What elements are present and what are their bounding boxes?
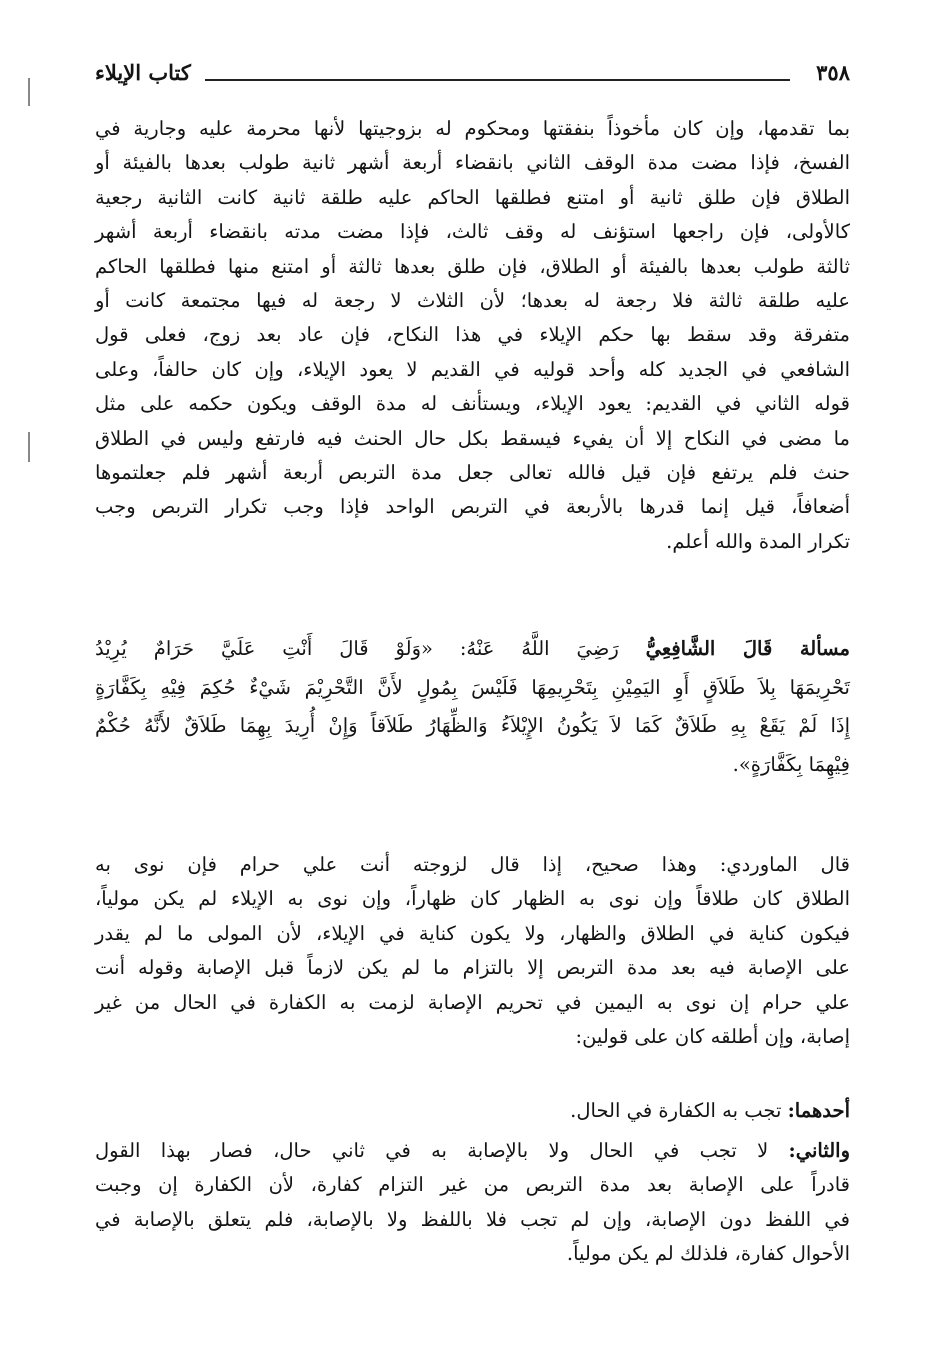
text-line: ما مضى في النكاح إلا أن يفيء فيسقط بكل حال الحنث فيه فارتفع وليس في الطلاق (95, 426, 850, 450)
margin-mark-middle (28, 432, 30, 462)
text-line: فِيْهِمَا بِكَفَّارَةٍ». (732, 752, 850, 776)
text-line: تكرار المدة والله أعلم. (666, 529, 850, 553)
text-line: الأحوال كفارة، فلذلك لم يكن مولياً. (566, 1242, 850, 1266)
second-label: والثاني: (788, 1139, 850, 1162)
text-line: إِذَا لَمْ يَقَعْ بِهِ طَلاَقٌ كَمَا لاَ يَكُونُ الإِيْلاَءُ وَالظِّهَارُ طَلاَقاً وَإِنْ أُرِيدَ بِهِمَا طَلاَقٌ لأَنَّهُ حُكْمٌ (95, 714, 850, 737)
text-line: على الإصابة فيه بعد مدة التربص إلا بالتزام ما لم يكن لازماً قبل الإصابة وقوله أنت (95, 956, 850, 980)
text-line: الشافعي في الجديد كله وأحد قوليه في القديم لا يعود الإيلاء، وإن كان حالفاً، وعلى (95, 357, 850, 381)
page-number: ٣٥٨ (816, 60, 850, 85)
text-line: ثالثة طولب بعدها بالفيئة أو الطلاق، فإن طلق بعدها ثالثة أو امتنع منها فطلقها الحاكم (95, 254, 850, 278)
second-opinion (95, 1134, 850, 1272)
text-line: حنث فلم يرتفع فإن قيل فالله تعالى جعل مدة التربص أربعة أشهر فلم جعلتموها (95, 460, 850, 484)
margin-mark-top (28, 78, 30, 106)
text-line: في اللفظ دون الإصابة، وإن لم تجب فلا باللفظ ولا بالإصابة، فلم يتعلق بالإصابة في (95, 1207, 850, 1231)
text-line: قال الماوردي: وهذا صحيح، إذا قال لزوجته أنت علي حرام فإن نوى به (95, 853, 850, 876)
first-opinion (95, 1094, 850, 1128)
first-label: أحدهما: (787, 1099, 850, 1122)
text-line (95, 1094, 850, 1128)
text-line (95, 630, 850, 669)
text-line: فيكون كناية في الطلاق والظهار، ولا يكون كناية في الإيلاء، لأن المولى ما لم يقدر (95, 921, 850, 945)
masala-quote (95, 630, 850, 784)
text-line (95, 1134, 850, 1168)
masala-text: رَضِيَ اللَّهُ عَنْهُ: «وَلَوْ قَالَ أَنْتِ عَلَيَّ حَرَامٌ يُرِيْدُ (95, 637, 646, 660)
text-line: الطلاق كان طلاقاً وإن نوى به الظهار كان ظهاراً، وإن نوى به الإيلاء لم يكن مولياً، (95, 887, 850, 911)
second-text: لا تجب في الحال ولا بالإصابة به في ثاني حال، فصار بهذا القول (95, 1139, 789, 1162)
text-line: كالأولى، فإن راجعها استؤنف له وقف ثالث، فإذا مضت مدته بانقضاء أربعة أشهر (95, 220, 850, 244)
masala-label: مسألة قَالَ الشَّافِعِيُّ (645, 637, 850, 660)
text-line: الطلاق فإن طلق ثانية أو امتنع فطلقها الحاكم عليه طلقة ثانية كانت الثانية رجعية (95, 185, 850, 209)
text-line: قوله الثاني في القديم: يعود الإيلاء، ويستأنف له مدة الوقف ويكون حكمه على مثل (95, 392, 850, 416)
text-line: إصابة، وإن أطلقه كان على قولين: (575, 1024, 850, 1048)
text-line: متفرقة وقد سقط بها حكم الإيلاء في هذا النكاح، فإن عاد بعد زوج، فعلى قول (95, 323, 850, 347)
book-title: كتاب الإيلاء (95, 60, 191, 85)
paragraph-1 (95, 112, 850, 559)
running-header (95, 58, 850, 98)
header-rule (205, 79, 790, 81)
text-line: قادراً على الإصابة بعد مدة التربص من غير التزام كفارة، لأن الكفارة إن وجبت (95, 1173, 850, 1197)
paragraph-2 (95, 848, 850, 1054)
text-line: بما تقدمها، وإن كان مأخوذاً بنفقتها ومحكوم له بزوجيتها لأنها محرمة عليه وجارية في (95, 117, 850, 140)
text-line: عليه طلقة ثالثة فلا رجعة له بعدها؛ لأن الثلاث لا رجعة له فيها مجتمعة كانت أو (95, 288, 850, 312)
text-line: علي حرام إن نوى به اليمين في تحريم الإصابة لزمت به الكفارة في الحال من غير (95, 990, 850, 1014)
text-line: تَحْرِيمَهَا بِلاَ طَلاَقٍ أَوِ اليَمِيْنِ بِتَحْرِيمِهَا فَلَيْسَ بِمُولٍ لأَنَّ التَّحْرِيْمَ شَيْءٌ حُكِمَ فِيْهِ بِكَفَّارَةٍ (95, 675, 850, 699)
first-text: تجب به الكفارة في الحال. (570, 1099, 788, 1122)
text-line: أضعافاً، قيل إنما قدرها بالأربعة في التربص الواحد فإذا وجب تكرار التربص وجب (95, 495, 850, 519)
text-line: الفسخ، فإذا مضت مدة الوقف الثاني بانقضاء أربعة أشهر ثانية طولب بعدها بالفيئة أو (95, 151, 850, 175)
